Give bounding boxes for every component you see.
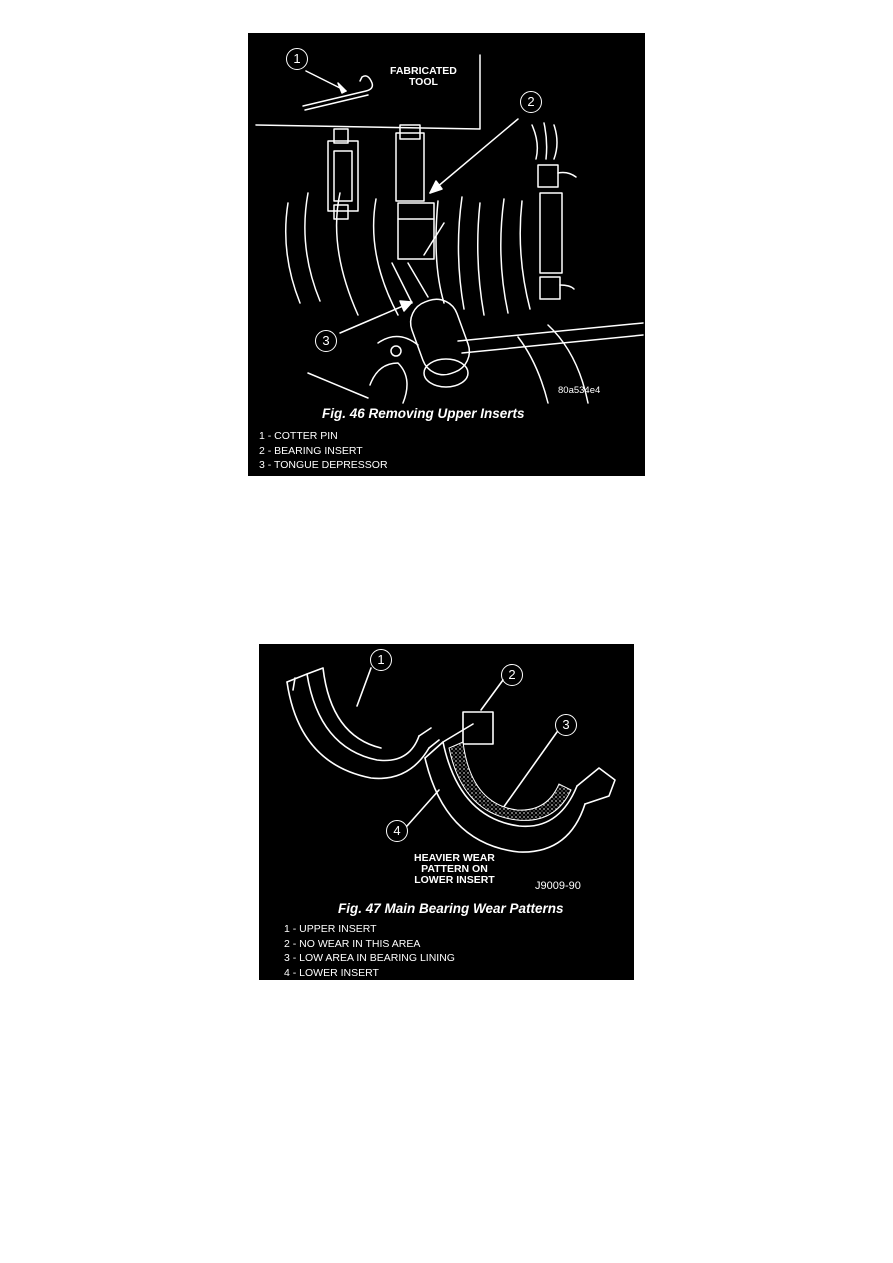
- callout-1: 1: [370, 649, 392, 671]
- figure-46: [248, 33, 645, 476]
- legend-item: 2 - NO WEAR IN THIS AREA: [284, 937, 421, 950]
- figure-caption: Fig. 47 Main Bearing Wear Patterns: [338, 901, 564, 916]
- illustration-code: J9009-90: [535, 880, 581, 892]
- callout-2: 2: [520, 91, 542, 113]
- legend-item: 1 - COTTER PIN: [259, 430, 338, 442]
- wear-pattern-label: HEAVIER WEAR PATTERN ON LOWER INSERT: [414, 852, 495, 886]
- callout-4: 4: [386, 820, 408, 842]
- fabricated-tool-label: FABRICATED TOOL: [390, 65, 457, 88]
- legend-item: 3 - LOW AREA IN BEARING LINING: [284, 952, 455, 964]
- illustration-code: 80a534e4: [558, 385, 601, 396]
- legend-item: 2 - BEARING INSERT: [259, 444, 363, 457]
- figure-legend: [259, 429, 388, 473]
- callout-1: 1: [286, 48, 308, 70]
- callout-2: 2: [501, 664, 523, 686]
- legend-item: 1 - UPPER INSERT: [284, 923, 377, 935]
- upper-insert-removal-illustration: [248, 33, 645, 413]
- legend-item: 3 - TONGUE DEPRESSOR: [259, 459, 388, 471]
- callout-3: 3: [555, 714, 577, 736]
- figure-47: [259, 644, 634, 980]
- legend-item: 4 - LOWER INSERT: [284, 966, 379, 979]
- figure-caption: Fig. 46 Removing Upper Inserts: [322, 406, 525, 421]
- callout-3: 3: [315, 330, 337, 352]
- figure-legend: [284, 922, 455, 980]
